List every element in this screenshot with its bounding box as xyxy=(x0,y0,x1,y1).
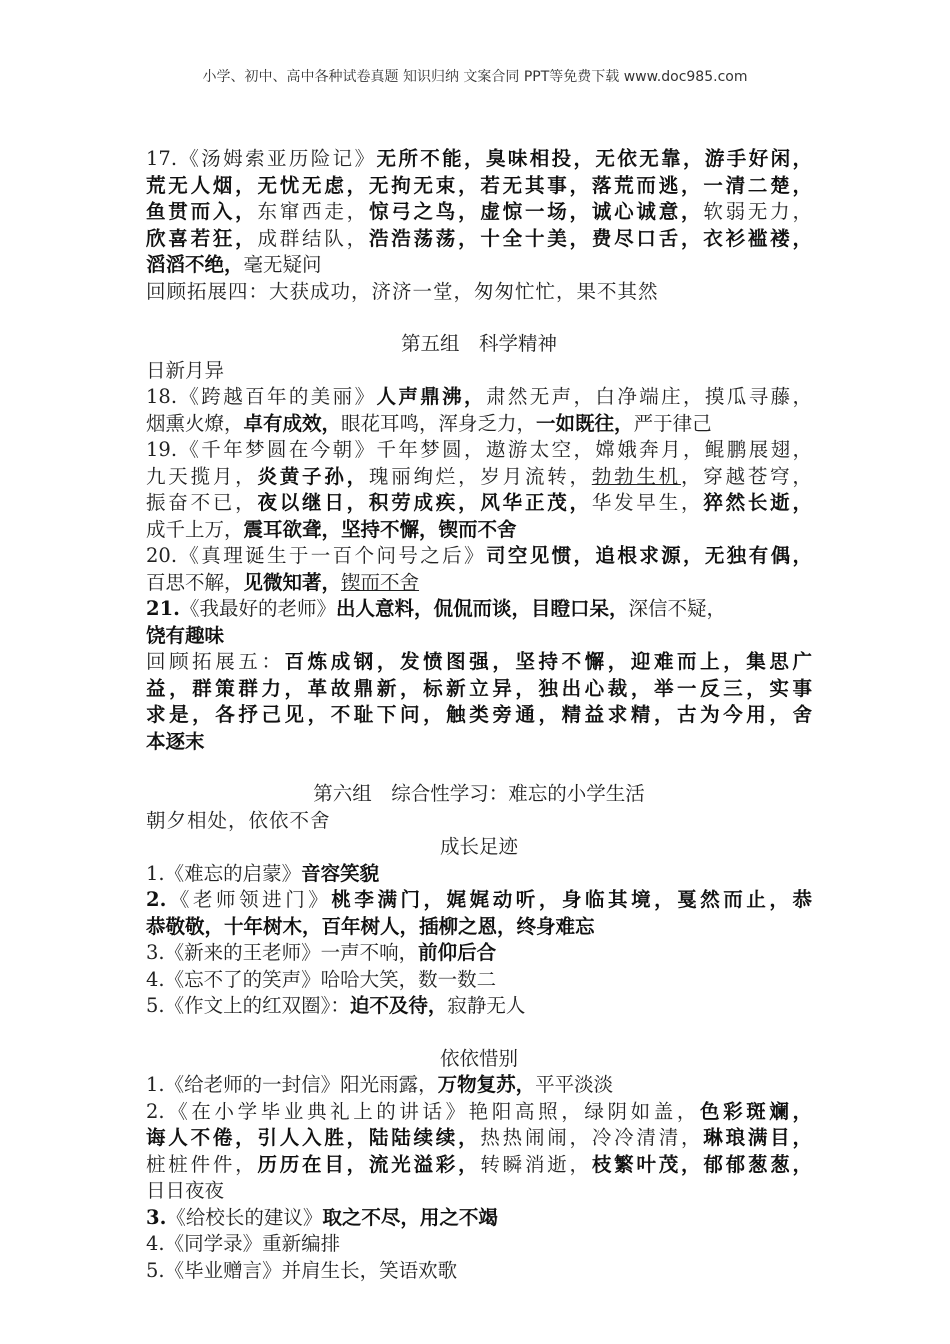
text-line xyxy=(146,1099,812,1126)
text-segment: 18.《跨越百年的美丽》 xyxy=(146,385,377,408)
text-segment: 振奋不已， xyxy=(146,491,258,514)
text-line xyxy=(146,199,812,226)
text-segment: 日日夜夜 xyxy=(146,1179,225,1202)
section-heading xyxy=(146,781,812,808)
text-segment: 求是，各抒己见，不耻下问，触类旁通，精益求精，古为今用，舍 xyxy=(146,703,812,726)
text-segment: 回顾拓展五： xyxy=(146,650,285,673)
text-segment: 锲而不舍 xyxy=(341,570,420,594)
text-segment: 瑰丽绚烂，岁月流转， xyxy=(368,464,592,488)
text-line xyxy=(146,252,812,279)
text-segment: 3.《新来的王老师》一声不响， xyxy=(146,941,419,964)
text-segment: 震耳欲聋，坚持不懈，锲而不舍 xyxy=(243,517,517,541)
text-segment: 20.《真理诞生于一百个问号之后》 xyxy=(146,544,486,567)
text-line xyxy=(146,146,812,173)
text-segment: 严于律己 xyxy=(633,411,712,435)
text-segment: 热热闹闹，冷冷清清， xyxy=(480,1126,704,1149)
text-segment: 音容笑貌 xyxy=(301,861,380,885)
text-line xyxy=(146,887,812,914)
text-segment: 成千上万， xyxy=(146,517,244,541)
text-line xyxy=(146,358,812,385)
text-line xyxy=(146,226,812,253)
text-segment: 勃勃生机 xyxy=(591,464,681,488)
text-line xyxy=(146,702,812,729)
text-segment: 第五组 科学精神 xyxy=(400,332,557,355)
text-segment: 百思不解， xyxy=(146,570,244,594)
text-line xyxy=(146,967,812,994)
text-segment: 朝夕相处，依依不舍 xyxy=(146,808,331,832)
text-segment: 5.《作文上的红双圈》： xyxy=(146,994,350,1017)
text-segment: 成长足迹 xyxy=(439,835,518,858)
text-segment: 色彩斑斓， xyxy=(700,1099,812,1123)
text-segment: 前仰后合 xyxy=(418,941,497,964)
text-segment: 21. xyxy=(146,597,180,620)
text-segment: 转瞬消逝， xyxy=(480,1152,592,1176)
text-segment: 益，群策群力，革故鼎新，标新立异，独出心裁，举一反三，实事 xyxy=(146,676,812,700)
text-segment: 2.《在小学毕业典礼上的讲话》艳阳高照，绿阴如盖， xyxy=(146,1099,700,1123)
text-segment: 历历在目，流光溢彩， xyxy=(257,1152,481,1176)
text-segment: 百炼成钢，发愤图强，坚持不懈，迎难而上，集思广 xyxy=(284,650,812,673)
text-line xyxy=(146,1205,812,1232)
text-segment: 荒无人烟，无忧无虑，无拘无束，若无其事，落荒而逃，一清二楚， xyxy=(146,173,812,197)
text-segment: 九天揽月， xyxy=(146,464,258,488)
text-segment: 17.《汤姆索亚历险记》 xyxy=(146,147,377,170)
text-segment: 成群结队， xyxy=(257,226,369,250)
text-line xyxy=(146,570,812,597)
text-segment: 烟熏火燎， xyxy=(146,411,244,435)
text-segment: 浩浩荡荡，十全十美，费尽口舌，衣衫褴褛， xyxy=(368,226,812,250)
text-line xyxy=(146,729,812,756)
text-line xyxy=(146,1258,812,1285)
text-line xyxy=(146,1152,812,1179)
text-line xyxy=(146,1178,812,1205)
text-line xyxy=(146,279,812,306)
text-segment: 猝然长逝， xyxy=(703,491,812,514)
text-line xyxy=(146,490,812,517)
text-segment: 《老师领进门》 xyxy=(166,888,332,911)
text-segment: 4.《忘不了的笑声》哈哈大笑，数一数二 xyxy=(146,967,497,991)
text-line xyxy=(146,517,812,544)
text-segment: 夜以继日，积劳成疾，风华正茂， xyxy=(257,491,592,514)
text-line xyxy=(146,1072,812,1099)
text-segment: 平平淡淡 xyxy=(535,1073,614,1096)
text-segment: 3. xyxy=(146,1205,167,1229)
section-heading xyxy=(146,834,812,861)
text-segment: 深信不疑， xyxy=(628,597,726,620)
text-segment: 卓有成效， xyxy=(243,411,342,435)
text-segment: 无所不能，臭味相投，无依无靠，游手好闲， xyxy=(376,147,812,170)
text-segment: 寂静无人 xyxy=(447,994,526,1017)
text-line xyxy=(146,676,812,703)
text-segment: 惊弓之鸟，虚惊一场，诚心诚意， xyxy=(368,200,704,223)
text-segment: 华发早生， xyxy=(591,491,704,514)
text-line xyxy=(146,464,812,491)
text-line xyxy=(146,173,812,200)
text-segment: 恭敬敬，十年树木，百年树人，插柳之恩，终身难忘 xyxy=(146,914,595,938)
text-line xyxy=(146,1125,812,1152)
page-header: 小学、初中、高中各种试卷真题 知识归纳 文案合同 PPT等免费下载 www.doc985.com xyxy=(202,69,748,85)
text-segment: 鱼贯而入， xyxy=(146,200,258,223)
text-segment: 迫不及待， xyxy=(349,994,448,1017)
text-line xyxy=(146,649,812,676)
text-segment: 滔滔不绝， xyxy=(146,253,244,276)
text-segment: 《我最好的老师》 xyxy=(179,597,336,620)
blank-line xyxy=(146,755,812,781)
text-segment: 1.《给老师的一封信》阳光雨露， xyxy=(146,1073,438,1096)
text-segment: 东窜西走， xyxy=(257,200,369,223)
text-segment: 桃李满门，娓娓动听，身临其境，戛然而止，恭 xyxy=(331,888,812,911)
text-segment: 欣喜若狂， xyxy=(146,226,258,250)
text-line xyxy=(146,1231,812,1258)
text-segment: 炎黄子孙， xyxy=(257,464,369,488)
text-line xyxy=(146,596,812,623)
text-segment: 19.《千年梦圆在今朝》千年梦圆，遨游太空，嫦娥奔月，鲲鹏展翅， xyxy=(146,438,812,461)
text-segment: 枝繁叶茂，郁郁葱葱， xyxy=(591,1152,812,1176)
text-segment: 一如既往， xyxy=(536,411,634,435)
document-body xyxy=(146,146,812,1284)
text-line xyxy=(146,808,812,835)
text-segment: 1.《难忘的启蒙》 xyxy=(146,861,302,885)
text-line xyxy=(146,861,812,888)
text-segment: 依依惜别 xyxy=(439,1046,518,1070)
text-line xyxy=(146,437,812,464)
text-segment: 毫无疑问 xyxy=(243,253,322,276)
text-segment: 肃然无声，白净端庄，摸瓜寻藤， xyxy=(485,385,812,408)
text-segment: 饶有趣味 xyxy=(146,623,225,647)
text-line xyxy=(146,623,812,650)
text-segment: 见微知著， xyxy=(243,570,342,594)
text-segment: 人声鼎沸， xyxy=(376,385,486,408)
text-line xyxy=(146,940,812,967)
text-line xyxy=(146,411,812,438)
text-segment: 《给校长的建议》 xyxy=(166,1205,323,1229)
section-heading xyxy=(146,331,812,358)
text-segment: 日新月异 xyxy=(146,358,225,382)
text-segment: 眼花耳鸣，浑身乏力， xyxy=(341,411,537,435)
text-segment: 回顾拓展四：大获成功，济济一堂，匆匆忙忙，果不其然 xyxy=(146,279,659,303)
text-segment: 取之不尽，用之不竭 xyxy=(322,1205,498,1229)
text-segment: 软弱无力， xyxy=(703,200,812,223)
text-segment: 本逐末 xyxy=(146,729,205,753)
blank-line xyxy=(146,1020,812,1046)
text-segment: 4.《同学录》重新编排 xyxy=(146,1232,341,1255)
text-segment: 出人意料，侃侃而谈，目瞪口呆， xyxy=(335,597,629,620)
text-line xyxy=(146,993,812,1020)
text-line xyxy=(146,384,812,411)
text-segment: 诲人不倦，引人入胜，陆陆续续， xyxy=(146,1126,481,1149)
text-segment: 第六组 综合性学习：难忘的小学生活 xyxy=(313,782,645,805)
text-segment: 桩桩件件， xyxy=(146,1152,258,1176)
section-heading xyxy=(146,1046,812,1073)
text-segment: 司空见惯，追根求源，无独有偶， xyxy=(485,544,812,567)
text-line xyxy=(146,543,812,570)
text-segment: ，穿越苍穹， xyxy=(680,464,812,488)
blank-line xyxy=(146,305,812,331)
text-segment: 万物复苏， xyxy=(437,1073,536,1096)
text-line xyxy=(146,914,812,941)
text-segment: 琳琅满目， xyxy=(703,1126,812,1149)
text-segment: 5.《毕业赠言》并肩生长，笑语欢歌 xyxy=(146,1258,458,1282)
text-segment: 2. xyxy=(146,888,167,911)
